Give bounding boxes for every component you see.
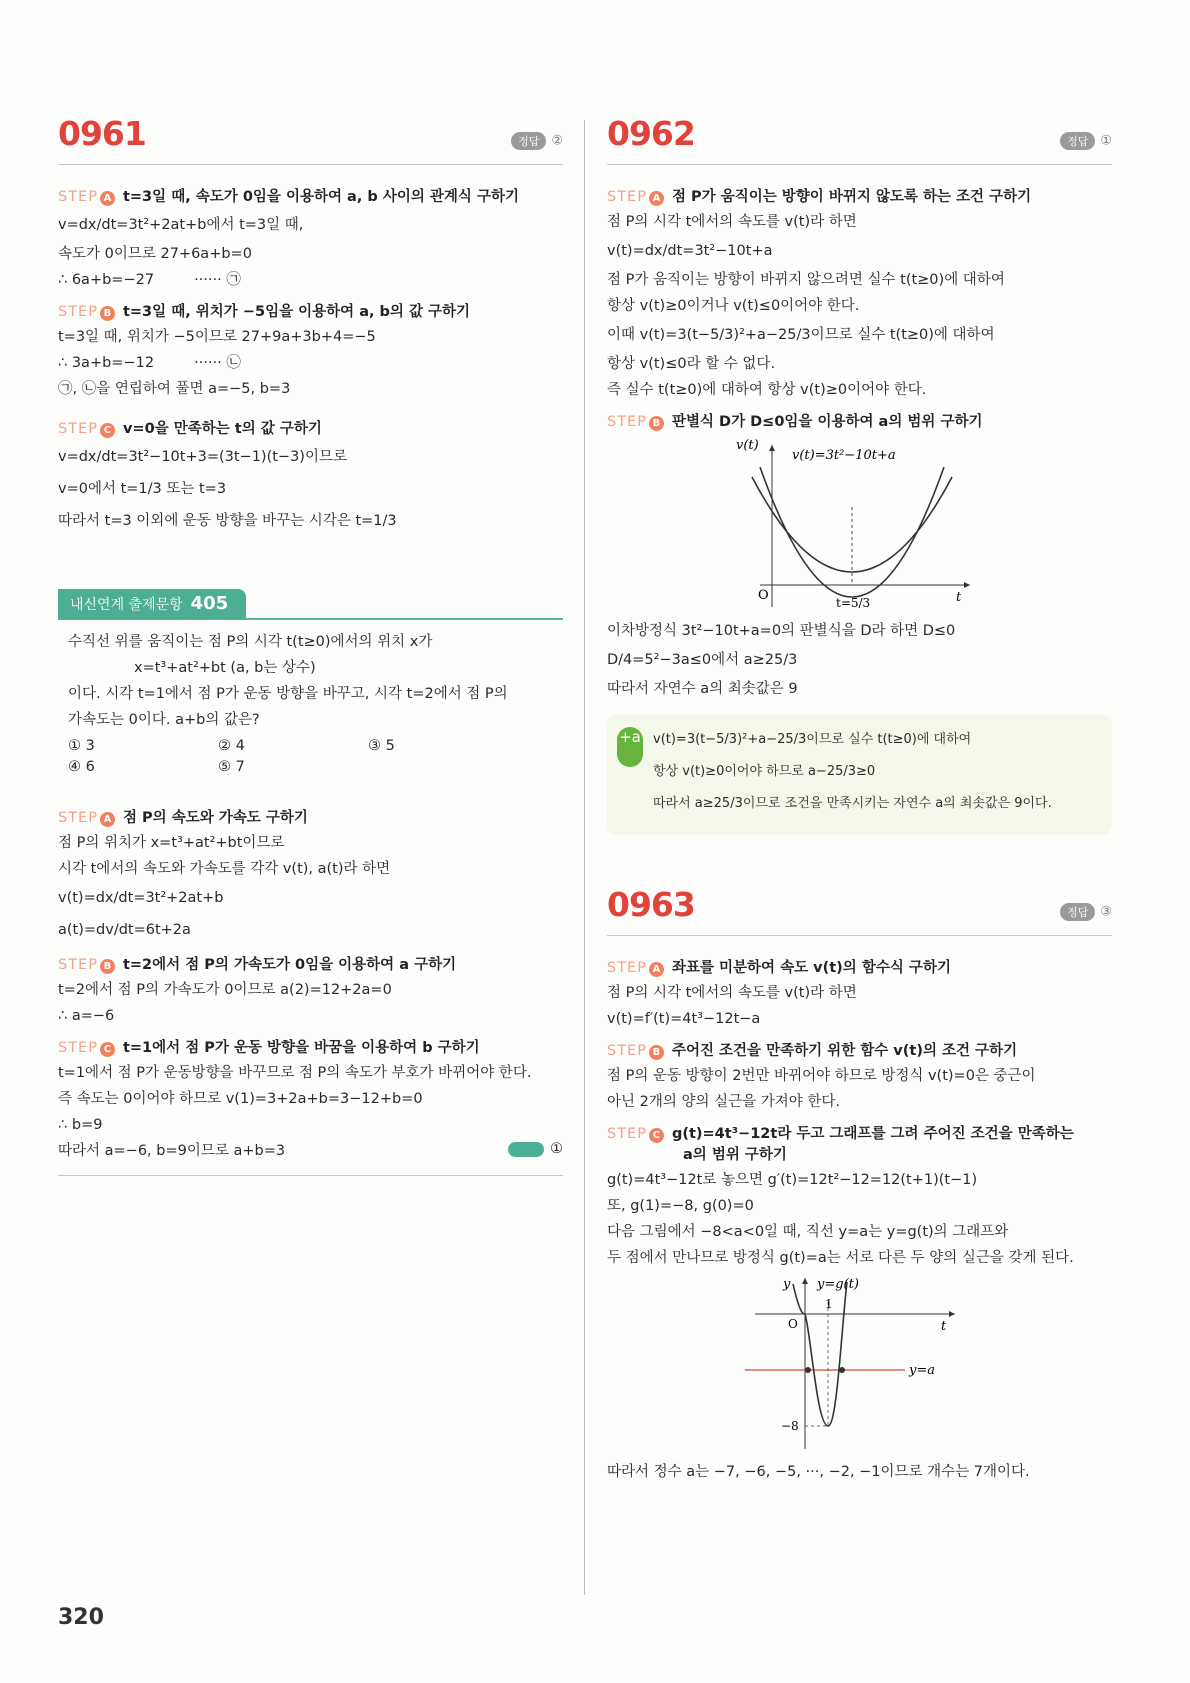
cubic-graph	[745, 1274, 975, 1454]
y-axis-label: v(t)	[735, 438, 759, 453]
solution-line: t=2에서 점 P의 가속도가 0이므로 a(2)=12+2a=0	[58, 982, 392, 998]
step-b-heading: STEP B 판별식 D가 D≤0임을 이용하여 a의 범위 구하기	[607, 414, 983, 430]
naesin-problem	[58, 620, 563, 778]
velocity-graph	[730, 437, 990, 617]
step-b-heading: STEP B t=2에서 점 P의 가속도가 0임을 이용하여 a 구하기	[58, 957, 457, 973]
intersection-point	[839, 1367, 845, 1373]
solution-line: 항상 v(t)≤0라 할 수 없다.	[607, 356, 776, 372]
answer-choices	[68, 736, 563, 778]
solution-line: 또, g(1)=−8, g(0)=0	[607, 1198, 754, 1214]
solution-line: 이차방정식 3t²−10t+a=0의 판별식을 D라 하면 D≤0	[607, 623, 956, 639]
step-b-heading: STEP B t=3일 때, 위치가 −5임을 이용하여 a, b의 값 구하기	[58, 304, 471, 320]
origin-label: O	[787, 1317, 798, 1331]
problem-line: 수직선 위를 움직이는 점 P의 시각 t(t≥0)에서의 위치 x가	[68, 634, 433, 650]
solution-line: 즉 실수 t(t≥0)에 대하여 항상 v(t)≥0이어야 한다.	[607, 382, 927, 398]
solution-line: v=dx/dt=3t²−10t+3=(3t−1)(t−3)이므로	[58, 449, 347, 465]
solution-line: ∴ b=9	[58, 1117, 103, 1133]
solution-line: 아닌 2개의 양의 실근을 가져야 한다.	[607, 1094, 840, 1110]
tip-line: 항상 v(t)≥0이어야 하므로 a−25/3≥0	[653, 764, 876, 779]
problem-number: 0963	[607, 885, 695, 924]
curve-g	[793, 1282, 847, 1426]
naesin-tab: 내신연계 출제문항 405	[58, 589, 246, 619]
solution-line: v=0에서 t=1/3 또는 t=3	[58, 481, 227, 497]
answer-label: 정답 ①	[1060, 132, 1112, 150]
solution-line: t=1에서 점 P가 운동방향을 바꾸므로 점 P의 속도가 부호가 바뀌어야 한다.	[58, 1065, 532, 1081]
solution-line: ∴ 3a+b=−12 ······ ㉡	[58, 355, 241, 371]
problem-number: 0961	[58, 114, 146, 153]
choice: ④ 6	[68, 759, 95, 775]
problem-number: 0962	[607, 114, 695, 153]
step-c-heading: STEP C g(t)=4t³−12t라 두고 그래프를 그려 주어진 조건을 만족하는 a의 범위 구하기	[607, 1126, 1074, 1163]
solution-line: v(t)=f′(t)=4t³−12t−a	[607, 1011, 761, 1027]
solution-line: 점 P의 시각 t에서의 속도를 v(t)라 하면	[607, 214, 857, 230]
x-axis-label: t	[940, 1319, 946, 1334]
problem-formula: x=t³+at²+bt (a, b는 상수)	[134, 660, 316, 676]
problem-0961-header	[58, 112, 563, 165]
solution-line: v=dx/dt=3t²+2at+b에서 t=3일 때,	[58, 217, 304, 233]
step-a-heading: STEP A 좌표를 미분하여 속도 v(t)의 함수식 구하기	[607, 960, 951, 976]
solution-line: 두 점에서 만나므로 방정식 g(t)=a는 서로 다른 두 양의 실근을 갖게 된다.	[607, 1250, 1074, 1266]
solution-line: t=3일 때, 위치가 −5이므로 27+9a+3b+4=−5	[58, 329, 376, 345]
step-a-heading: STEP A t=3일 때, 속도가 0임을 이용하여 a, b 사이의 관계식 구하기	[58, 189, 519, 205]
origin-label: O	[757, 588, 769, 603]
solution-line: 속도가 0이므로 27+6a+b=0	[58, 246, 252, 262]
step-c-heading: STEP C v=0을 만족하는 t의 값 구하기	[58, 421, 322, 437]
right-column	[607, 112, 1112, 1488]
solution-line: v(t)=dx/dt=3t²−10t+a	[607, 243, 773, 259]
intersection-point	[805, 1367, 811, 1373]
line-label: y=a	[908, 1363, 935, 1378]
step-c-heading: STEP C t=1에서 점 P가 운동 방향을 바꿈을 이용하여 b 구하기	[58, 1040, 480, 1056]
answer-label: 정답 ②	[511, 132, 563, 150]
choice: ⑤ 7	[218, 759, 245, 775]
curve-label: v(t)=3t²−10t+a	[791, 448, 896, 463]
curve-label: y=g(t)	[816, 1277, 859, 1292]
x-axis-label: t	[955, 590, 961, 605]
problem-0962-header	[607, 112, 1112, 165]
tip-box	[607, 715, 1112, 835]
left-column	[58, 112, 563, 1176]
tick-1-label: 1	[824, 1297, 833, 1311]
plus-a-icon: +a	[617, 727, 643, 767]
step-b-heading: STEP B 주어진 조건을 만족하기 위한 함수 v(t)의 조건 구하기	[607, 1043, 1018, 1059]
column-divider	[584, 120, 585, 1595]
step-a-heading: STEP A 점 P의 속도와 가속도 구하기	[58, 810, 308, 826]
solution-line: v(t)=dx/dt=3t²+2at+b	[58, 890, 224, 906]
solution-line: ∴ a=−6	[58, 1008, 115, 1024]
solution-line: 점 P의 운동 방향이 2번만 바뀌어야 하므로 방정식 v(t)=0은 중근이	[607, 1068, 1036, 1084]
tip-line: 따라서 a≥25/3이므로 조건을 만족시키는 자연수 a의 최솟값은 9이다.	[653, 796, 1052, 811]
solution-line: a(t)=dv/dt=6t+2a	[58, 922, 191, 938]
solution-line: ㉠, ㉡을 연립하여 풀면 a=−5, b=3	[58, 381, 291, 397]
choice: ② 4	[218, 738, 245, 754]
choice: ③ 5	[368, 738, 395, 754]
tick-minus8-label: −8	[780, 1419, 799, 1433]
solution-line: 점 P가 움직이는 방향이 바뀌지 않으려면 실수 t(t≥0)에 대하여	[607, 272, 1005, 288]
solution-line: 즉 속도는 0이어야 하므로 v(1)=3+2a+b=3−12+b=0	[58, 1091, 423, 1107]
solution-line: D/4=5²−3a≤0에서 a≥25/3	[607, 652, 798, 668]
solution-line: 시각 t에서의 속도와 가속도를 각각 v(t), a(t)라 하면	[58, 861, 391, 877]
solution-line: ∴ 6a+b=−27 ······ ㉠	[58, 272, 241, 288]
answer-mark: ①	[508, 1139, 563, 1159]
naesin-header	[58, 588, 563, 620]
solution-line: 점 P의 위치가 x=t³+at²+bt이므로	[58, 835, 285, 851]
solution-line: 점 P의 시각 t에서의 속도를 v(t)라 하면	[607, 985, 857, 1001]
problem-line: 이다. 시각 t=1에서 점 P가 운동 방향을 바꾸고, 시각 t=2에서 점 P의	[68, 686, 508, 702]
answer-label: 정답 ③	[1060, 903, 1112, 921]
solution-line: 따라서 정수 a는 −7, −6, −5, ···, −2, −1이므로 개수는 7개이다.	[607, 1464, 1030, 1480]
problem-0963-header	[607, 883, 1112, 936]
solution-line: 이때 v(t)=3(t−5/3)²+a−25/3이므로 실수 t(t≥0)에 대하여	[607, 327, 995, 343]
y-axis-label: y	[782, 1277, 790, 1292]
vertex-label: t=5/3	[835, 596, 870, 610]
choice: ① 3	[68, 738, 95, 754]
solution-line: 항상 v(t)≥0이거나 v(t)≤0이어야 한다.	[607, 298, 860, 314]
solution-line: 따라서 t=3 이외에 운동 방향을 바꾸는 시각은 t=1/3	[58, 513, 397, 529]
solution-line: g(t)=4t³−12t로 놓으면 g′(t)=12t²−12=12(t+1)(t−1)	[607, 1172, 978, 1188]
solution-line: 다음 그림에서 −8<a<0일 때, 직선 y=a는 y=g(t)의 그래프와	[607, 1224, 1009, 1240]
solution-line: 따라서 자연수 a의 최솟값은 9	[607, 681, 798, 697]
page-number: 320	[58, 1605, 104, 1630]
solution-line: 따라서 a=−6, b=9이므로 a+b=3 ①	[58, 1141, 563, 1159]
problem-line: 가속도는 0이다. a+b의 값은?	[68, 712, 260, 728]
tip-line: v(t)=3(t−5/3)²+a−25/3이므로 실수 t(t≥0)에 대하여	[653, 732, 972, 747]
step-a-heading: STEP A 점 P가 움직이는 방향이 바뀌지 않도록 하는 조건 구하기	[607, 189, 1032, 205]
section-divider	[58, 1175, 563, 1176]
